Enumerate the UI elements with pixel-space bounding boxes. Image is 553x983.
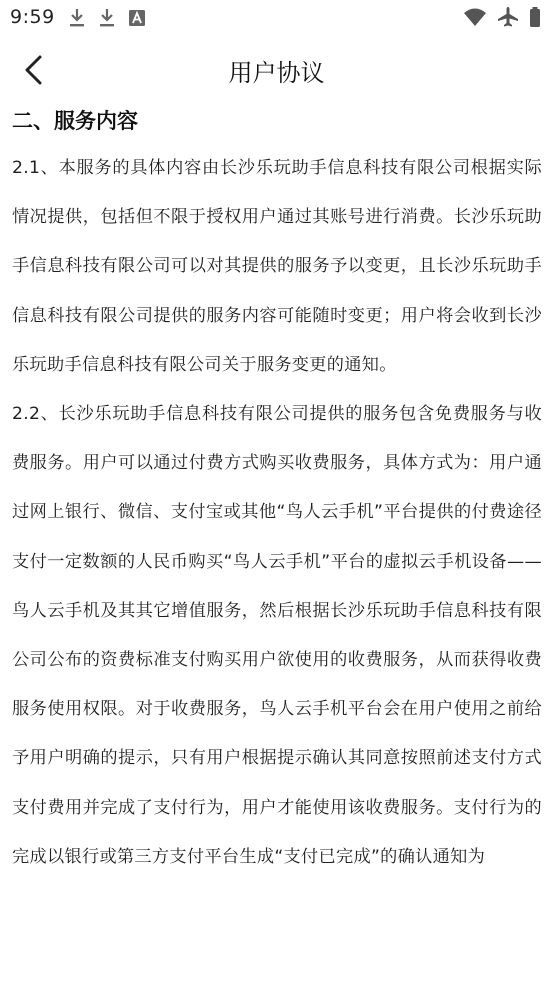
status-time: 9:59 — [10, 6, 55, 28]
download-icon — [98, 7, 116, 33]
download-icon — [68, 7, 86, 33]
agreement-content[interactable] — [12, 104, 542, 983]
section-heading: 二、服务内容 — [12, 109, 138, 133]
battery-icon — [529, 6, 541, 32]
status-bar — [0, 0, 553, 36]
page-title: 用户协议 — [228, 59, 325, 87]
airplane-icon — [497, 6, 519, 32]
font-a-icon — [128, 7, 146, 33]
status-right-icons — [463, 6, 541, 32]
wifi-icon — [463, 6, 487, 32]
app-header — [0, 40, 553, 100]
agreement-paragraph-2-2: 2.2、长沙乐玩助手信息科技有限公司提供的服务包含免费服务与收费服务。用户可以通过付费方式购买收费服务，具体方式为：用户通过网上银行、微信、支付宝或其他“鸟人云手机”平台提供的付费途径支付一定数额的人民币购买“鸟人云手机”平台的虚拟云手机设备——鸟人云手机及其其它增值服务，然后根据长沙乐玩助手信息科技有限公司公布的资费标准支付购买用户欲使用的收费服务，从而获得收费服务使用权限。对于收费服务，鸟人云手机平台会在用户使用之前给予用户明确的提示，只有用户根据提示确认其同意按照前述支付方式支付费用并完成了支付行为，用户才能使用该收费服务。支付行为的完成以银行或第三方支付平台生成“支付已完成”的确认通知为 — [12, 404, 542, 867]
agreement-paragraph-2-1: 2.1、本服务的具体内容由长沙乐玩助手信息科技有限公司根据实际情况提供，包括但不限于授权用户通过其账号进行消费。长沙乐玩助手信息科技有限公司可以对其提供的服务予以变更，且长沙乐玩助手信息科技有限公司提供的服务内容可能随时变更；用户将会收到长沙乐玩助手信息科技有限公司关于服务变更的通知。 — [12, 158, 542, 375]
status-left-icons — [68, 7, 146, 33]
